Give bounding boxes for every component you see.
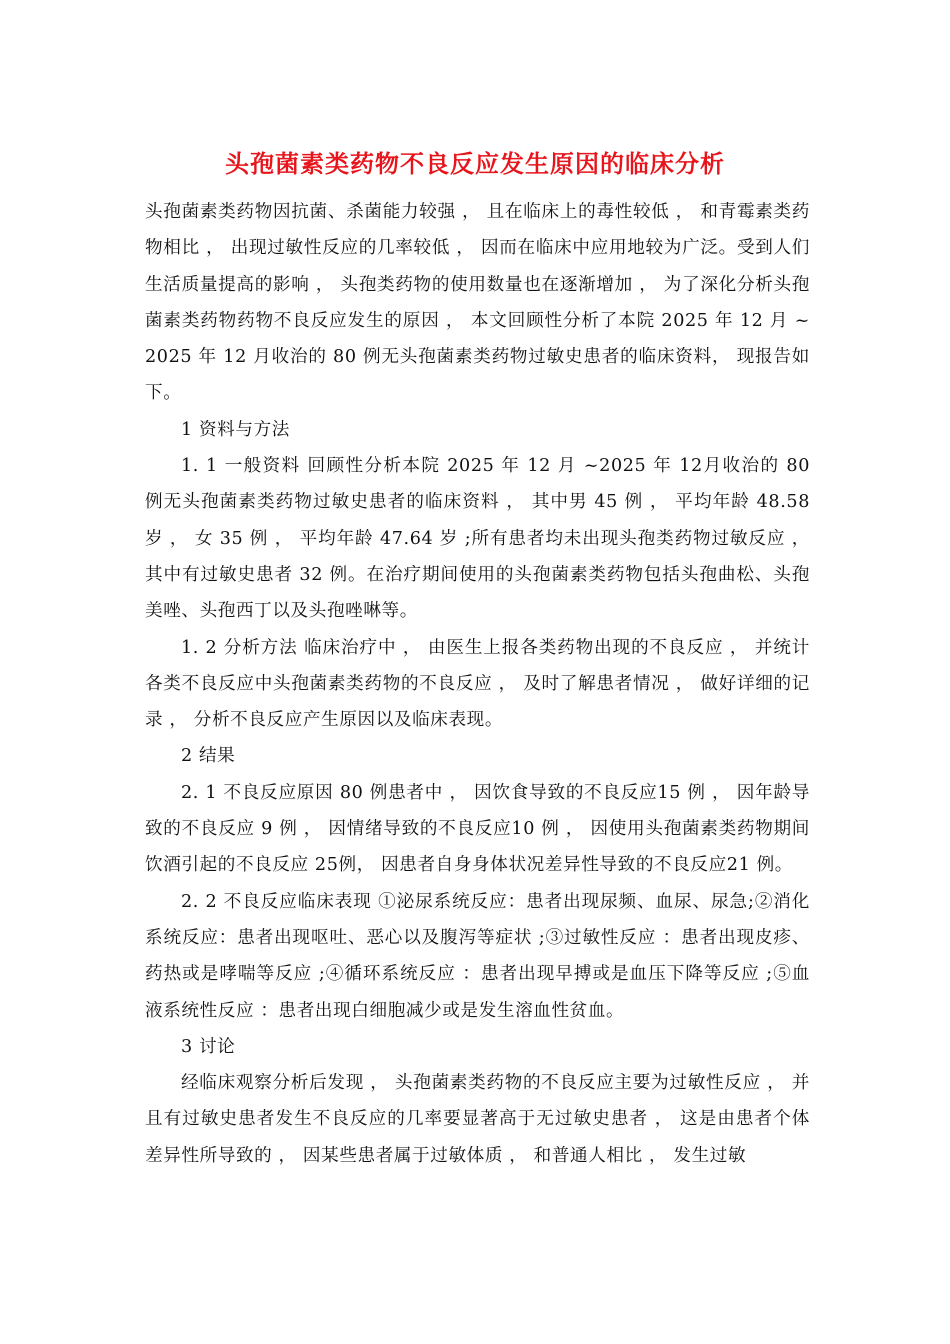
section-heading-results: 2 结果 — [181, 746, 236, 767]
intro-paragraph: 头孢菌素类药物因抗菌、杀菌能力较强 ， 且在临床上的毒性较低 ， 和青霉素类药物相比 ， 出现过敏性反应的几率较低 ， 因而在临床中应用地较为广泛。受到人们生活质量提高的影响 ， 头孢类药物的使用数量也在逐渐增加 ， 为了深化分析头孢菌素类药物药物不良反应发生的原因 ， 本文回顾性分析了本院 2025 年 12 月 ~2025 年 12 月收治的 80 例无头孢菌素类药物过敏史患者的临床资料， 现报告如下。 — [145, 202, 810, 404]
document-title: 头孢菌素类药物不良反应发生原因的临床分析 — [225, 150, 725, 178]
section-heading-discussion: 3 讨论 — [181, 1036, 236, 1057]
document-body — [145, 194, 810, 1174]
section-heading-materials-methods: 1 资料与方法 — [181, 419, 290, 440]
subsection-general-info-paragraph: 1. 1 一般资料 回顾性分析本院 2025 年 12 月 ~2025 年 12月收治的 80 例无头孢菌素类药物过敏史患者的临床资料 ， 其中男 45 例 ， 平均年龄 48.58 岁 ， 女 35 例 ， 平均年龄 47.64 岁 ;所有患者均未出现头孢类药物过敏反应 ， 其中有过敏史患者 32 例。在治疗期间使用的头孢菌素类药物包括头孢曲松、头孢美唑、头孢西丁以及头孢唑啉等。 — [145, 456, 810, 622]
discussion-paragraph: 经临床观察分析后发现 ， 头孢菌素类药物的不良反应主要为过敏性反应 ， 并且有过敏史患者发生不良反应的几率要显著高于无过敏史患者 ， 这是由患者个体差异性所导致的 ， 因某些患者属于过敏体质 ， 和普通人相比 ， 发生过敏 — [145, 1073, 810, 1166]
subsection-adverse-causes-paragraph: 2. 1 不良反应原因 80 例患者中 ， 因饮食导致的不良反应15 例 ， 因年龄导致的不良反应 9 例 ， 因情绪导致的不良反应10 例 ， 因使用头孢菌素类药物期间饮酒引起的不良反应 25例， 因患者自身身体状况差异性导致的不良反应21 例。 — [145, 782, 810, 876]
subsection-analysis-method-paragraph: 1. 2 分析方法 临床治疗中 ， 由医生上报各类药物出现的不良反应 ， 并统计各类不良反应中头孢菌素类药物的不良反应 ， 及时了解患者情况 ， 做好详细的记录 ， 分析不良反应产生原因以及临床表现。 — [145, 637, 810, 731]
subsection-clinical-manifestations-paragraph: 2. 2 不良反应临床表现 ①泌尿系统反应：患者出现尿频、血尿、尿急;②消化系统反应：患者出现呕吐、恶心以及腹泻等症状 ;③过敏性反应 ：患者出现皮疹、药热或是哮喘等反应 ;④循环系统反应 ：患者出现早搏或是血压下降等反应 ;⑤血液系统性反应 ：患者出现白细胞减少或是发生溶血性贫血。 — [145, 891, 810, 1021]
